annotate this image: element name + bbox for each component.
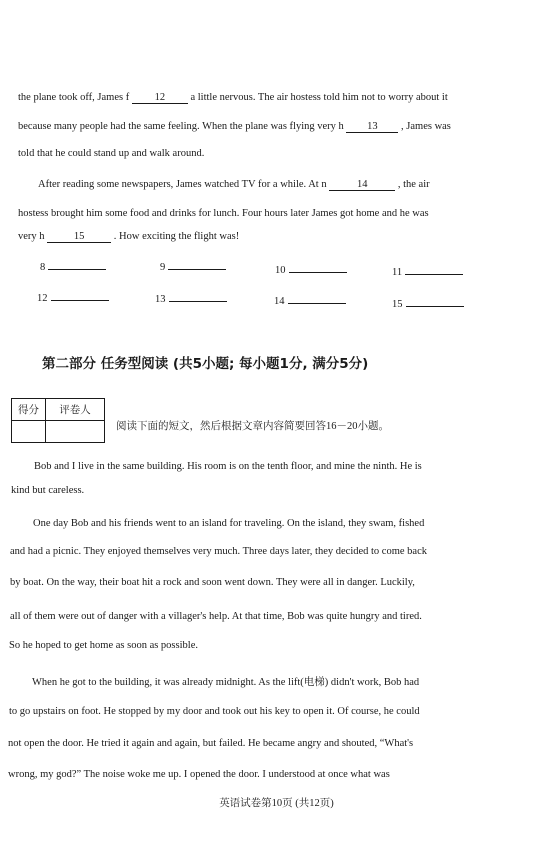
section-title: 第二部分 任务型阅读 (共5小题; 每小题1分, 满分5分) xyxy=(42,356,369,372)
score-cell[interactable] xyxy=(12,421,46,443)
reading-line-2: kind but careless. xyxy=(11,485,85,496)
answer-8[interactable] xyxy=(40,259,106,273)
answer-12[interactable] xyxy=(37,290,109,304)
reading-line-10: not open the door. He tried it again and again, but failed. He became angry and shouted, “What's xyxy=(8,738,414,749)
answer-number: 13 xyxy=(155,294,166,305)
grader-cell[interactable] xyxy=(46,421,105,443)
reading-line-3: One day Bob and his friends went to an island for traveling. On the island, they swam, fished xyxy=(33,518,425,529)
grader-label: 评卷人 xyxy=(46,399,105,421)
answer-number: 15 xyxy=(392,299,403,310)
text-segment: because many people had the same feeling. When the plane was flying very h xyxy=(18,121,344,132)
answer-line[interactable] xyxy=(406,296,464,307)
answer-line[interactable] xyxy=(168,259,226,270)
text-segment: told that he could stand up and walk around. xyxy=(18,148,205,159)
reading-line-8: When he got to the building, it was already midnight. As the lift(电梯) didn't work, Bob had xyxy=(32,677,420,688)
answer-number: 14 xyxy=(274,296,285,307)
reading-line-7: So he hoped to get home as soon as possible. xyxy=(9,640,198,651)
answer-line[interactable] xyxy=(405,264,463,275)
passage-line-1 xyxy=(18,92,448,104)
score-table xyxy=(11,398,105,443)
answer-line[interactable] xyxy=(288,293,346,304)
blank-13[interactable]: 13 xyxy=(346,121,398,133)
reading-line-9: to go upstairs on foot. He stopped by my door and took out his key to open it. Of course, he could xyxy=(9,706,420,717)
blank-12[interactable]: 12 xyxy=(132,92,188,104)
text-segment: very h xyxy=(18,231,45,242)
passage-line-6 xyxy=(18,231,239,243)
text-segment: , James was xyxy=(401,121,451,132)
instruction: 阅读下面的短文，然后根据文章内容简要回答16－20小题。 xyxy=(116,421,389,432)
answer-line[interactable] xyxy=(289,262,347,273)
answer-line[interactable] xyxy=(169,291,227,302)
blank-15[interactable]: 15 xyxy=(47,231,111,243)
reading-line-5: by boat. On the way, their boat hit a rock and soon went down. They were all in danger. Luckily, xyxy=(10,577,415,588)
text-segment: After reading some newspapers, James watched TV for a while. At n xyxy=(38,179,327,190)
answer-number: 11 xyxy=(392,267,403,278)
answer-line[interactable] xyxy=(51,290,109,301)
reading-line-4: and had a picnic. They enjoyed themselves very much. Three days later, they decided to come back xyxy=(10,546,427,557)
answer-14[interactable] xyxy=(274,293,346,307)
text-segment: a little nervous. The air hostess told him not to worry about it xyxy=(190,92,448,103)
reading-line-1: Bob and I live in the same building. His room is on the tenth floor, and mine the ninth. He is xyxy=(34,461,422,472)
passage-line-5 xyxy=(18,208,429,219)
answer-line[interactable] xyxy=(48,259,106,270)
score-label: 得分 xyxy=(12,399,46,421)
text-segment: , the air xyxy=(397,179,430,190)
blank-14[interactable]: 14 xyxy=(329,179,395,191)
answer-number: 8 xyxy=(40,262,46,273)
answer-13[interactable] xyxy=(155,291,227,305)
answer-9[interactable] xyxy=(160,259,226,273)
text-segment: hostess brought him some food and drinks for lunch. Four hours later James got home and he was xyxy=(18,208,429,219)
answer-number: 10 xyxy=(275,265,286,276)
answer-11[interactable] xyxy=(392,264,463,278)
answer-number: 12 xyxy=(37,293,48,304)
text-segment: the plane took off, James f xyxy=(18,92,130,103)
reading-line-11: wrong, my god?” The noise woke me up. I opened the door. I understood at once what was xyxy=(8,769,390,780)
answer-10[interactable] xyxy=(275,262,347,276)
passage-line-4 xyxy=(38,179,430,191)
reading-line-6: all of them were out of danger with a villager's help. At that time, Bob was quite hungry and tired. xyxy=(10,611,422,622)
passage-line-2 xyxy=(18,121,451,133)
answer-15[interactable] xyxy=(392,296,464,310)
answer-number: 9 xyxy=(160,262,166,273)
page-footer: 英语试卷第10页 (共12页) xyxy=(219,798,334,809)
text-segment: . How exciting the flight was! xyxy=(113,231,240,242)
passage-line-3 xyxy=(18,148,204,159)
